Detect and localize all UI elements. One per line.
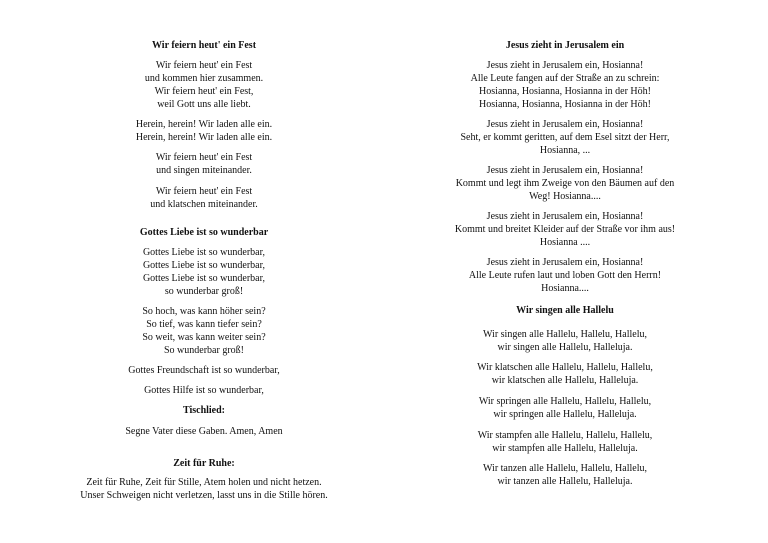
- stanza: [48, 425, 360, 438]
- verse-line: so wunderbar groß!: [164, 286, 244, 297]
- stanza: [420, 210, 710, 249]
- song-title-gottes-liebe: Gottes Liebe ist so wunderbar: [139, 227, 269, 238]
- verse-line: Zeit für Ruhe, Zeit für Stille, Atem holen und nicht hetzen.: [86, 477, 322, 488]
- verse-line: Segne Vater diese Gaben. Amen, Amen: [125, 426, 283, 437]
- verse-line: wir stampfen alle Hallelu, Halleluja.: [492, 443, 638, 454]
- verse-line: weil Gott uns alle liebt.: [157, 99, 251, 110]
- verse-line: Jesus zieht in Jerusalem ein, Hosianna!: [486, 211, 644, 222]
- verse-line: Seht, er kommt geritten, auf dem Esel sitzt der Herr,: [460, 132, 670, 143]
- verse-line: Wir feiern heut' ein Fest: [155, 152, 253, 163]
- stanza: [420, 429, 710, 455]
- song-title-zeit-fuer-ruhe: Zeit für Ruhe:: [173, 458, 235, 469]
- verse-line: Gottes Liebe ist so wunderbar,: [142, 273, 266, 284]
- verse-line: Wir springen alle Hallelu, Hallelu, Hallelu,: [478, 396, 652, 407]
- verse-line: So weit, was kann weiter sein?: [142, 332, 266, 343]
- stanza: [420, 164, 710, 203]
- verse-line: Wir stampfen alle Hallelu, Hallelu, Hallelu,: [477, 430, 653, 441]
- stanza: [420, 395, 710, 421]
- verse-line: Wir tanzen alle Hallelu, Hallelu, Hallelu,: [483, 463, 647, 474]
- verse-line: Herein, herein! Wir laden alle ein.: [135, 119, 273, 130]
- song-title-tischlied: Tischlied:: [182, 405, 226, 416]
- verse-line: Hosianna, Hosianna, Hosianna in der Höh!: [479, 99, 651, 110]
- stanza: [420, 59, 710, 111]
- stanza: [48, 476, 360, 502]
- stanza: [48, 185, 360, 211]
- verse-line: Gottes Hilfe ist so wunderbar,: [144, 385, 264, 396]
- verse-line: Jesus zieht in Jerusalem ein, Hosianna!: [486, 119, 644, 130]
- verse-line: So tief, was kann tiefer sein?: [146, 319, 262, 330]
- verse-line: Gottes Freundschaft ist so wunderbar,: [128, 365, 280, 376]
- verse-line: Hosianna ....: [539, 237, 591, 248]
- verse-line: wir singen alle Hallelu, Halleluja.: [497, 342, 633, 353]
- song-title-jesus-zieht: Jesus zieht in Jerusalem ein: [505, 40, 625, 51]
- verse-line: So hoch, was kann höher sein?: [142, 306, 266, 317]
- verse-line: Kommt und legt ihm Zweige von den Bäumen auf den: [455, 178, 675, 189]
- verse-line: Alle Leute fangen auf der Straße an zu schrein:: [470, 73, 660, 84]
- verse-line: Hosianna....: [541, 283, 589, 294]
- stanza: [48, 364, 360, 377]
- stanza: [420, 328, 710, 354]
- verse-line: wir springen alle Hallelu, Halleluja.: [493, 409, 637, 420]
- stanza: [48, 59, 360, 111]
- verse-line: Unser Schweigen nicht verletzen, lasst uns in die Stille hören.: [80, 490, 328, 501]
- verse-line: wir tanzen alle Hallelu, Halleluja.: [497, 476, 633, 487]
- stanza: [420, 256, 710, 295]
- verse-line: und singen miteinander.: [156, 165, 252, 176]
- stanza: [48, 151, 360, 177]
- stanza: [420, 118, 710, 157]
- stanza: [48, 305, 360, 357]
- verse-line: Jesus zieht in Jerusalem ein, Hosianna!: [486, 257, 644, 268]
- stanza: [48, 384, 360, 397]
- verse-line: Weg! Hosianna....: [529, 191, 601, 202]
- stanza: [48, 246, 360, 298]
- verse-line: Wir feiern heut' ein Fest: [155, 186, 253, 197]
- verse-line: Wir klatschen alle Hallelu, Hallelu, Hallelu,: [477, 362, 653, 373]
- verse-line: Gottes Liebe ist so wunderbar,: [142, 260, 266, 271]
- verse-line: Gottes Liebe ist so wunderbar,: [142, 247, 266, 258]
- stanza: [420, 462, 710, 488]
- song-title-wir-feiern: Wir feiern heut' ein Fest: [151, 40, 257, 51]
- verse-line: und klatschen miteinander.: [150, 199, 258, 210]
- verse-line: Hosianna, Hosianna, Hosianna in der Höh!: [479, 86, 651, 97]
- verse-line: Kommt und breitet Kleider auf der Straße vor ihm aus!: [454, 224, 676, 235]
- song-title-wir-singen: Wir singen alle Hallelu: [516, 305, 614, 316]
- verse-line: Wir singen alle Hallelu, Hallelu, Hallelu,: [483, 329, 647, 340]
- verse-line: So wunderbar groß!: [164, 345, 244, 356]
- verse-line: Jesus zieht in Jerusalem ein, Hosianna!: [486, 165, 644, 176]
- verse-line: Herein, herein! Wir laden alle ein.: [135, 132, 273, 143]
- stanza: [420, 361, 710, 387]
- verse-line: Alle Leute rufen laut und loben Gott den Herrn!: [468, 270, 662, 281]
- verse-line: Wir feiern heut' ein Fest,: [154, 86, 254, 97]
- verse-line: und kommen hier zusammen.: [144, 73, 264, 84]
- verse-line: Jesus zieht in Jerusalem ein, Hosianna!: [486, 60, 644, 71]
- verse-line: wir klatschen alle Hallelu, Halleluja.: [491, 375, 639, 386]
- verse-line: Hosianna, ...: [539, 145, 591, 156]
- verse-line: Wir feiern heut' ein Fest: [155, 60, 253, 71]
- stanza: [48, 118, 360, 144]
